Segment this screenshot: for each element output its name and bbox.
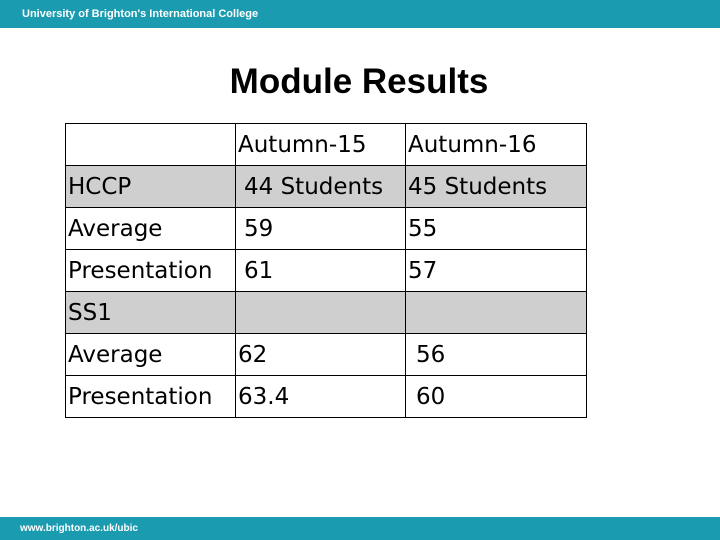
cell-autumn-16 — [406, 292, 587, 334]
cell-autumn-15: 62 — [236, 334, 406, 376]
row-label: HCCP — [66, 166, 236, 208]
cell-autumn-16: 56 — [406, 334, 587, 376]
header-cell-autumn-16: Autumn-16 — [406, 124, 587, 166]
footer-bar — [0, 517, 720, 540]
row-label: Average — [66, 208, 236, 250]
header-cell-label — [66, 124, 236, 166]
table-row — [66, 334, 587, 376]
slide-title: Module Results — [229, 62, 489, 101]
footer-url: www.brighton.ac.uk/ubic — [20, 523, 138, 534]
cell-autumn-16: 60 — [406, 376, 587, 418]
table-row-hccp — [66, 166, 587, 208]
cell-autumn-15: 44 Students — [236, 166, 406, 208]
cell-autumn-16: 45 Students — [406, 166, 587, 208]
table-row — [66, 250, 587, 292]
table-row — [66, 376, 587, 418]
cell-autumn-15: 61 — [236, 250, 406, 292]
table-header-row — [66, 124, 587, 166]
header-bar — [0, 0, 720, 28]
module-results-table — [65, 123, 587, 418]
table-row — [66, 208, 587, 250]
row-label: Presentation — [66, 250, 236, 292]
cell-autumn-15 — [236, 292, 406, 334]
table-row-ss1 — [66, 292, 587, 334]
cell-autumn-16: 57 — [406, 250, 587, 292]
row-label: Presentation — [66, 376, 236, 418]
cell-autumn-15: 59 — [236, 208, 406, 250]
organization-name: University of Brighton's International College — [22, 8, 259, 20]
header-cell-autumn-15: Autumn-15 — [236, 124, 406, 166]
row-label: Average — [66, 334, 236, 376]
cell-autumn-15: 63.4 — [236, 376, 406, 418]
cell-autumn-16: 55 — [406, 208, 587, 250]
row-label: SS1 — [66, 292, 236, 334]
